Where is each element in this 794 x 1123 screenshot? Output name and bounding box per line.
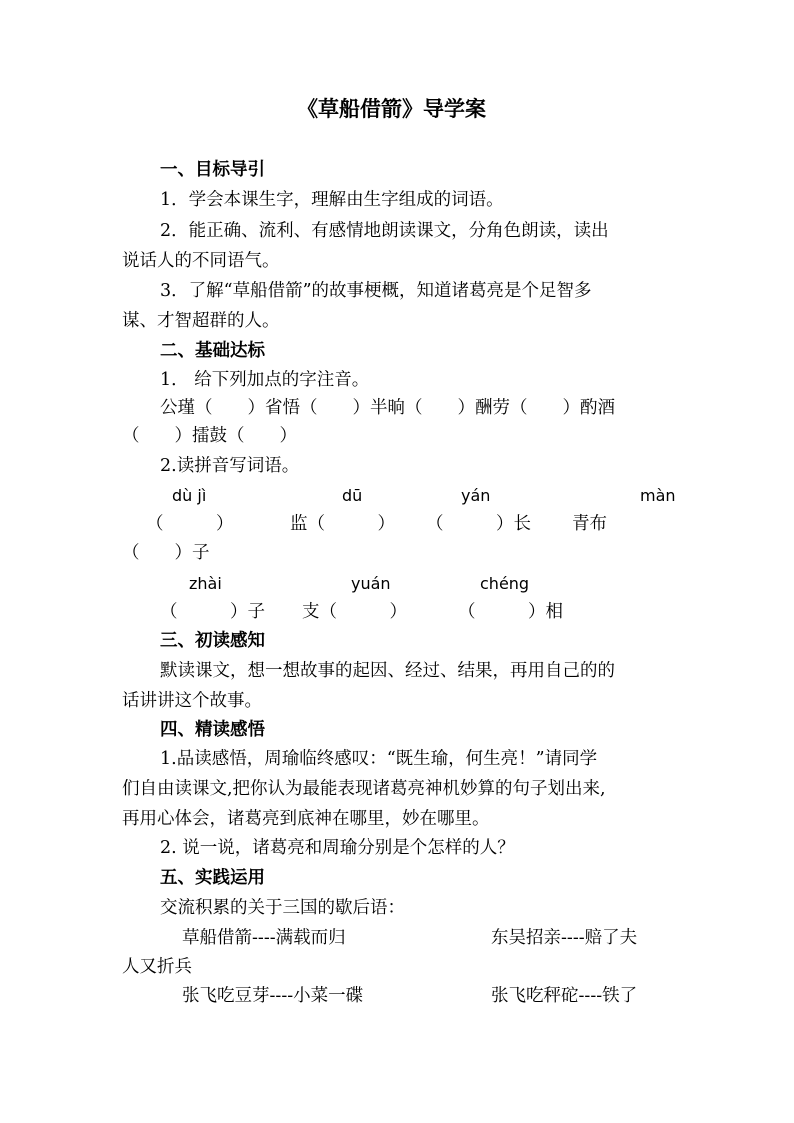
close-reading-q1-line-1: 1.品读感悟，周瑜临终感叹：“既生瑜，何生亮！”请同学	[160, 749, 598, 769]
close-reading-q1-line-2: 们自由读课文,把你认为最能表现诸葛亮神机妙算的句子划出来,	[122, 779, 606, 799]
section-heading-close-reading: 四、精读感悟	[160, 720, 265, 740]
close-reading-q2: 2. 说一说，诸葛亮和周瑜分别是个怎样的人？	[160, 838, 515, 858]
pinyin-label: dū	[342, 486, 363, 505]
section-heading-first-reading: 三、初读感知	[160, 631, 265, 651]
word-blank: 青布	[572, 514, 607, 534]
pinyin-label: màn	[640, 486, 676, 505]
word-blank: 监（ ）	[290, 514, 395, 534]
word-blank: （ ）子	[122, 543, 210, 563]
word-blank: （ ）长	[426, 514, 531, 534]
word-blank: （ ）子	[160, 602, 265, 622]
basics-question-2: 2.读拼音写词语。	[160, 456, 300, 476]
pinyin-label: chéng	[480, 574, 530, 593]
pinyin-annotation-line-2: （ ）擂鼓（ ）	[122, 426, 297, 446]
word-blank: （ ）相	[458, 602, 563, 622]
practice-intro: 交流积累的关于三国的歇后语：	[160, 898, 405, 918]
document-title: 《草船借箭》导学案	[297, 96, 486, 121]
close-reading-q1-line-3: 再用心体会，诸葛亮到底神在哪里，妙在哪里。	[122, 809, 490, 829]
pinyin-label: yán	[461, 486, 491, 505]
goal-item-1: 1．学会本课生字，理解由生字组成的词语。	[160, 190, 504, 210]
section-heading-goals: 一、目标导引	[160, 160, 265, 180]
goal-item-2-line-2: 说话人的不同语气。	[122, 251, 280, 271]
first-reading-body-line-2: 话讲讲这个故事。	[122, 691, 262, 711]
first-reading-body-line-1: 默读课文，想一想故事的起因、经过、结果，再用自己的的	[160, 661, 615, 681]
pinyin-label: yuán	[351, 574, 391, 593]
word-blank: （ ）	[146, 514, 234, 534]
section-heading-basics: 二、基础达标	[160, 341, 265, 361]
section-heading-practice: 五、实践运用	[160, 868, 265, 888]
pinyin-label: dù jì	[172, 486, 207, 505]
xiehouyu-item: 东吴招亲----赔了夫	[491, 928, 638, 948]
goal-item-3-line-2: 谋、才智超群的人。	[122, 311, 280, 331]
xiehouyu-item: 草船借箭----满载而归	[182, 928, 346, 948]
xiehouyu-item-continued: 人又折兵	[122, 957, 192, 977]
pinyin-label: zhài	[189, 574, 222, 593]
goal-item-3-line-1: 3．了解“草船借箭”的故事梗概，知道诸葛亮是个足智多	[160, 281, 592, 301]
basics-question-1: 1． 给下列加点的字注音。	[160, 370, 370, 390]
goal-item-2-line-1: 2．能正确、流利、有感情地朗读课文，分角色朗读，读出	[160, 221, 609, 241]
xiehouyu-item: 张飞吃秤砣----铁了	[491, 986, 638, 1006]
xiehouyu-item: 张飞吃豆芽----小菜一碟	[182, 986, 364, 1006]
word-blank: 支（ ）	[302, 602, 407, 622]
pinyin-annotation-line-1: 公瑾（ ）省悟（ ）半晌（ ）酬劳（ ）酌酒	[160, 398, 615, 418]
